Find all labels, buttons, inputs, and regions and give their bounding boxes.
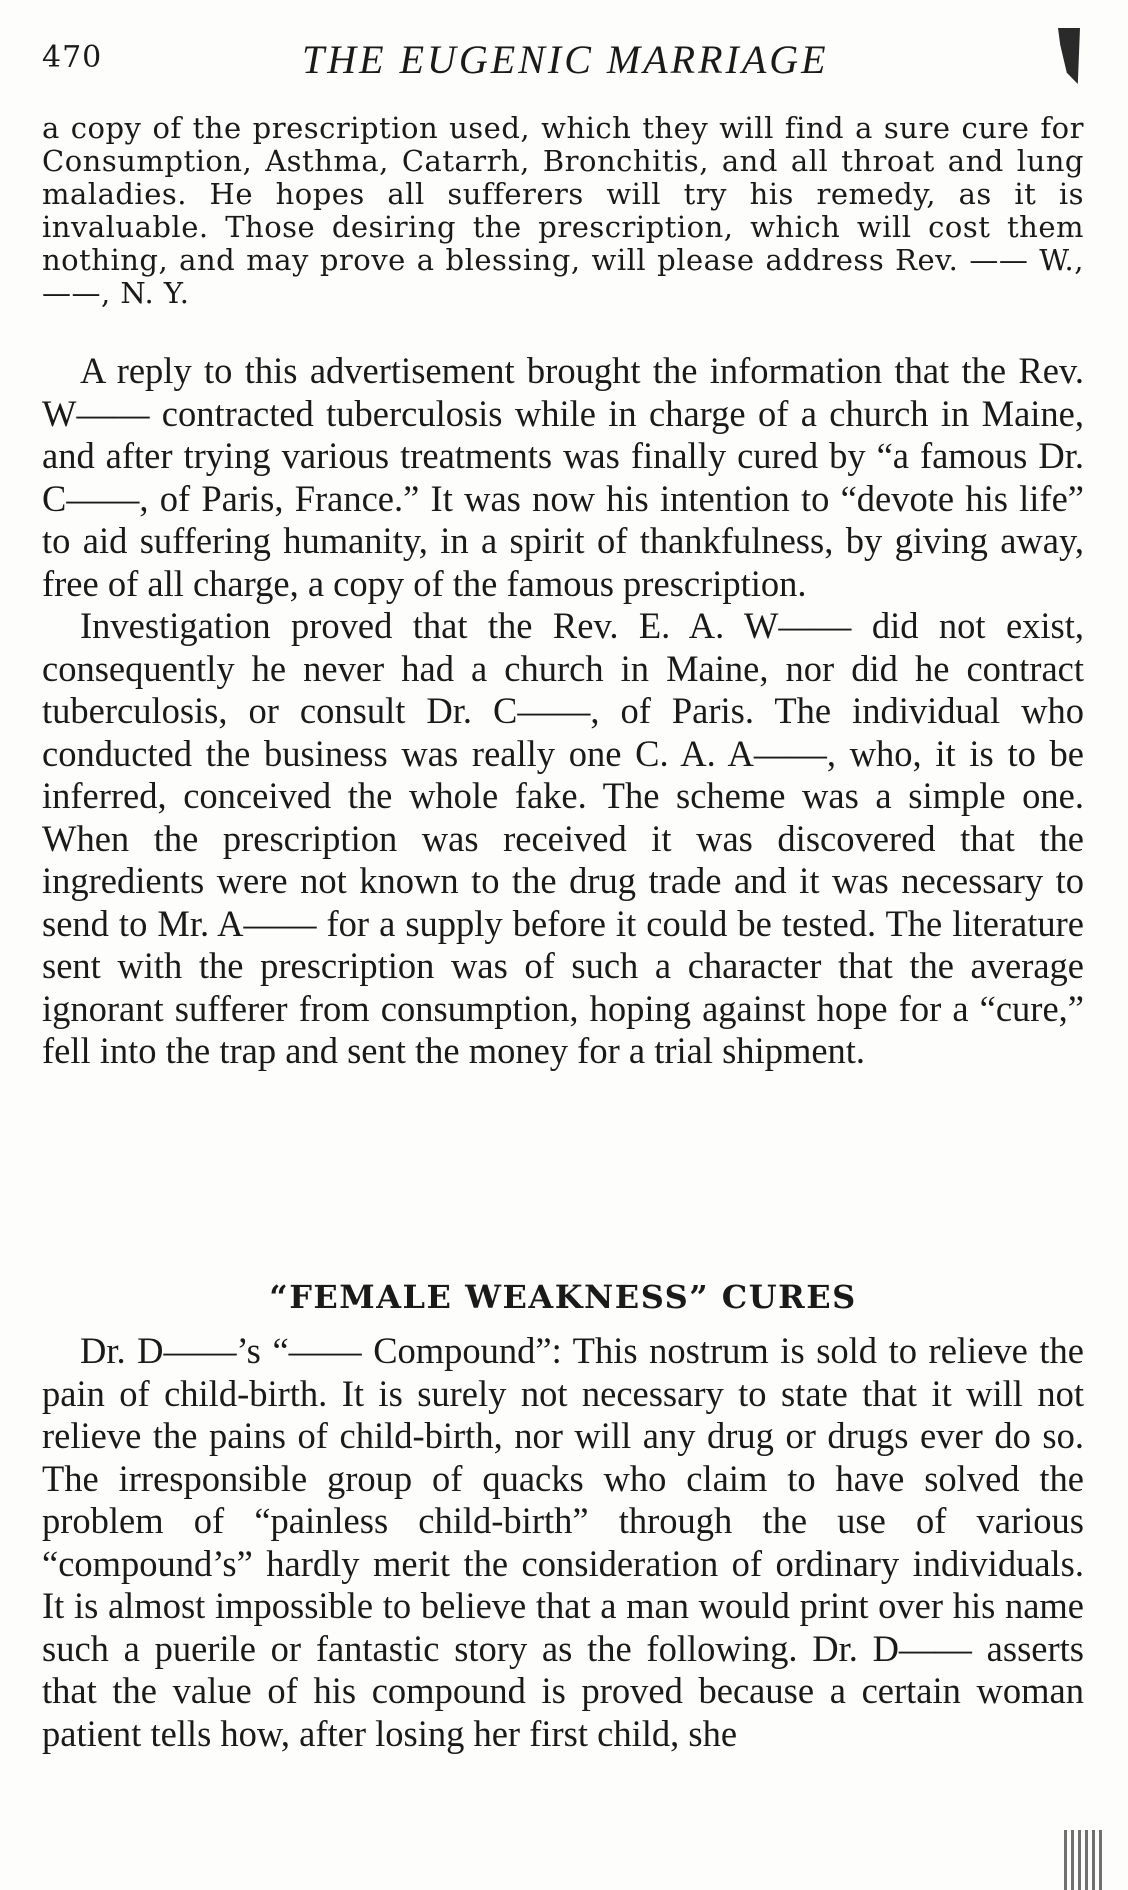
paragraph-investigation: Investigation proved that the Rev. E. A. W—— did not exist, consequently he never had a church in Maine, nor did he contract tuberculosis, or consult Dr. C——, of Paris. The individual who conducted the business was really one C. A. A——, who, it is to be inferred, conceived the whole fake. The scheme was a simple one. When the prescription was received it was discovered that the ingredients were not known to the drug trade and it was necessary to send to Mr. A—— for a supply before it could be tested. The literature sent with the prescription was of such a character that the average ignorant sufferer from consumption, hoping against hope for a “cure,” fell into the trap and sent the money for a trial shipment. <box>42 605 1084 1071</box>
page-number: 470 <box>42 40 103 75</box>
section-heading: “FEMALE WEAKNESS” CURES <box>269 1278 857 1316</box>
running-title: THE EUGENIC MARRIAGE <box>302 37 829 82</box>
body-section-consumption <box>42 350 1084 1073</box>
advertisement-text: a copy of the prescription used, which they will find a sure cure for Consumption, Asthma, Catarrh, Bronchitis, and all throat and lung maladies. He hopes all sufferers will try his remedy, as it is invaluable. Those desiring the prescription, which will cost them nothing, and may prove a blessing, will please address Rev. —— W., ——, N. Y. <box>42 111 1084 310</box>
paragraph-reply: A reply to this advertisement brought the information that the Rev. W—— contracted tuberculosis while in charge of a church in Maine, and after trying various treatments was finally cured by “a famous Dr. C——, of Paris, France.” It was now his intention to “devote his life” to aid suffering humanity, in a spirit of thankfulness, by giving away, free of all charge, a copy of the famous prescription. <box>42 350 1084 604</box>
quoted-advertisement <box>42 112 1084 310</box>
page-header <box>42 28 1082 88</box>
scan-smudge <box>1064 1830 1104 1890</box>
body-section-female-weakness <box>42 1330 1084 1755</box>
paragraph-compound: Dr. D——’s “—— Compound”: This nostrum is sold to relieve the pain of child-birth. It is surely not necessary to state that it will not relieve the pains of child-birth, nor will any drug or drugs ever do so. The irresponsible group of quacks who claim to have solved the problem of “painless child-birth” through the use of various “compound’s” hardly merit the consideration of ordinary individuals. It is almost impossible to believe that a man would print over his name such a puerile or fantastic story as the following. Dr. D—— asserts that the value of his compound is proved because a certain woman patient tells how, after losing her first child, she <box>42 1330 1084 1754</box>
page-corner-mark <box>1058 28 1080 84</box>
